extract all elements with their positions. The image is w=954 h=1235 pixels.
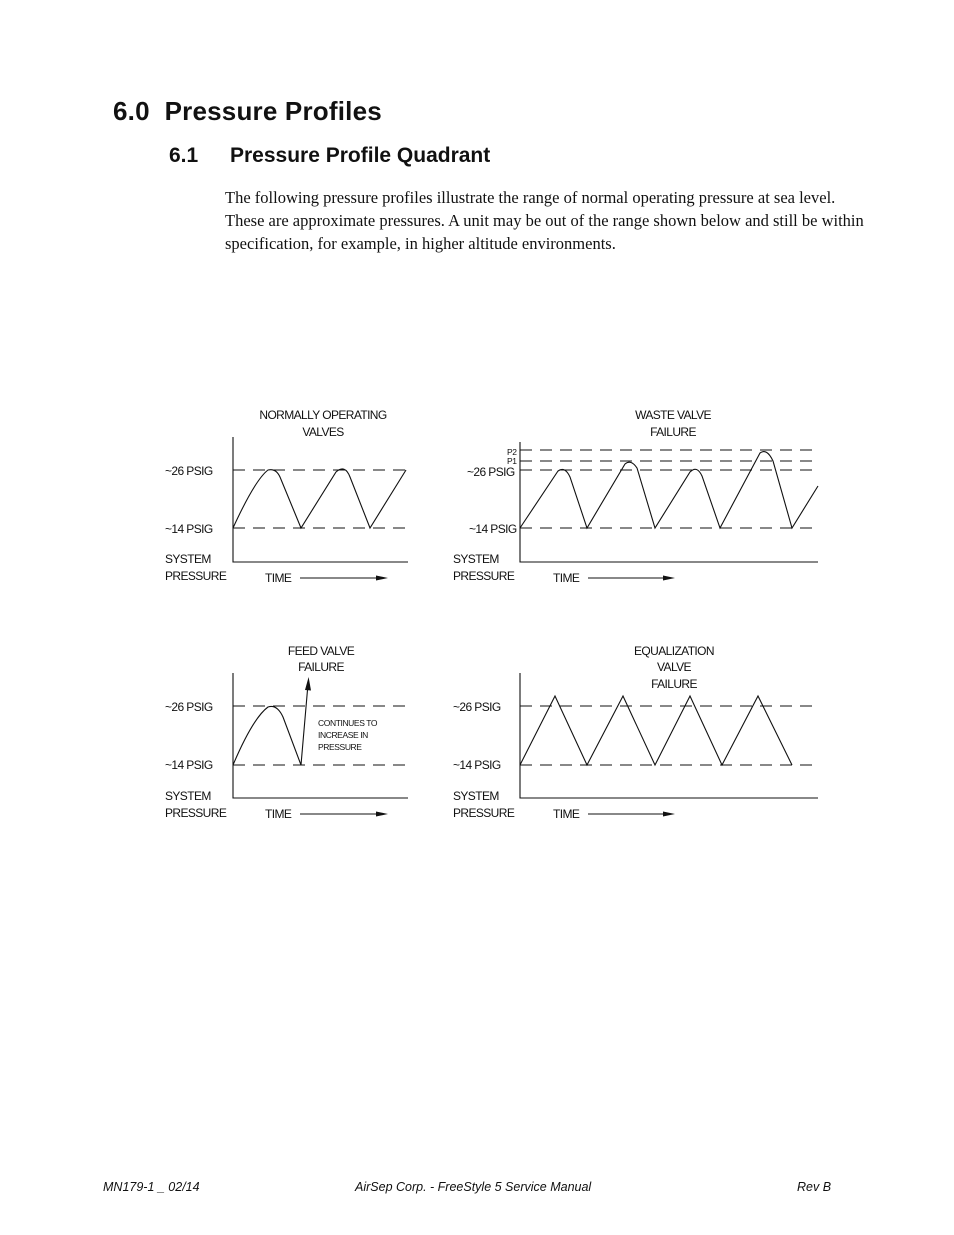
footer-document-id: MN179-1 _ 02/14	[103, 1180, 200, 1194]
x-axis-label: TIME	[553, 807, 580, 821]
quadrant-title-line: VALVES	[302, 425, 344, 439]
quadrant-title-line: FEED VALVE	[287, 644, 355, 658]
annotation-line: CONTINUES TO	[318, 718, 378, 728]
section-title: Pressure Profiles	[164, 96, 382, 126]
y-axis-label: SYSTEM	[165, 789, 211, 803]
section-heading	[113, 96, 382, 127]
low-pressure-label: ~14 PSIG	[469, 522, 517, 536]
quadrant-normal	[165, 408, 408, 585]
pressure-waveform	[233, 469, 406, 528]
quadrant-title-line: FAILURE	[298, 660, 344, 674]
annotation-line: INCREASE IN	[318, 730, 368, 740]
y-axis-label: PRESSURE	[165, 569, 227, 583]
x-axis-label: TIME	[265, 807, 292, 821]
pressure-waveform	[520, 452, 818, 528]
time-arrow-head	[663, 812, 675, 817]
subsection-heading	[169, 144, 490, 168]
low-pressure-label: ~14 PSIG	[165, 758, 213, 772]
quadrant-title-line: FAILURE	[650, 425, 696, 439]
intro-paragraph: The following pressure profiles illustrate the range of normal operating pressure at sea level. These are approximate pressures. A unit may be out of the range shown below and still be within specification, for example, in higher altitude environments.	[225, 188, 864, 253]
y-axis-label: SYSTEM	[453, 552, 499, 566]
quadrant-title-line: FAILURE	[651, 677, 697, 691]
high-pressure-label: ~26 PSIG	[453, 700, 501, 714]
pressure-waveform	[233, 684, 308, 765]
p2-label: P2	[507, 447, 517, 457]
y-axis-label: PRESSURE	[453, 569, 515, 583]
low-pressure-label: ~14 PSIG	[453, 758, 501, 772]
high-pressure-label: ~26 PSIG	[165, 700, 213, 714]
subsection-number: 6.1	[169, 144, 199, 167]
x-axis-label: TIME	[265, 571, 292, 585]
quadrant-title-line: EQUALIZATION	[634, 644, 714, 658]
time-arrow-head	[376, 812, 388, 817]
time-arrow-head	[376, 576, 388, 581]
time-arrow-head	[663, 576, 675, 581]
section-number: 6.0	[113, 96, 150, 126]
annotation-line: PRESSURE	[318, 742, 362, 752]
y-axis-label: PRESSURE	[165, 806, 227, 820]
high-pressure-label: ~26 PSIG	[165, 464, 213, 478]
p1-label: P1	[507, 456, 517, 466]
axis	[520, 673, 818, 798]
footer-revision: Rev B	[797, 1180, 832, 1194]
axis	[520, 442, 818, 562]
pressure-profile-figure	[0, 380, 954, 840]
high-pressure-label: ~26 PSIG	[467, 465, 515, 479]
subsection-title: Pressure Profile Quadrant	[230, 144, 491, 167]
quadrant-equalization	[453, 644, 818, 821]
increase-arrow-head	[305, 677, 311, 691]
y-axis-label: SYSTEM	[165, 552, 211, 566]
axis	[233, 437, 408, 562]
y-axis-label: PRESSURE	[453, 806, 515, 820]
footer-manual-title: AirSep Corp. - FreeStyle 5 Service Manual	[355, 1180, 592, 1194]
quadrant-title-line: WASTE VALVE	[635, 408, 711, 422]
low-pressure-label: ~14 PSIG	[165, 522, 213, 536]
quadrant-feed	[165, 644, 408, 821]
quadrant-title-line: NORMALLY OPERATING	[259, 408, 387, 422]
quadrant-title-line: VALVE	[657, 660, 691, 674]
quadrant-waste	[453, 408, 818, 585]
y-axis-label: SYSTEM	[453, 789, 499, 803]
x-axis-label: TIME	[553, 571, 580, 585]
